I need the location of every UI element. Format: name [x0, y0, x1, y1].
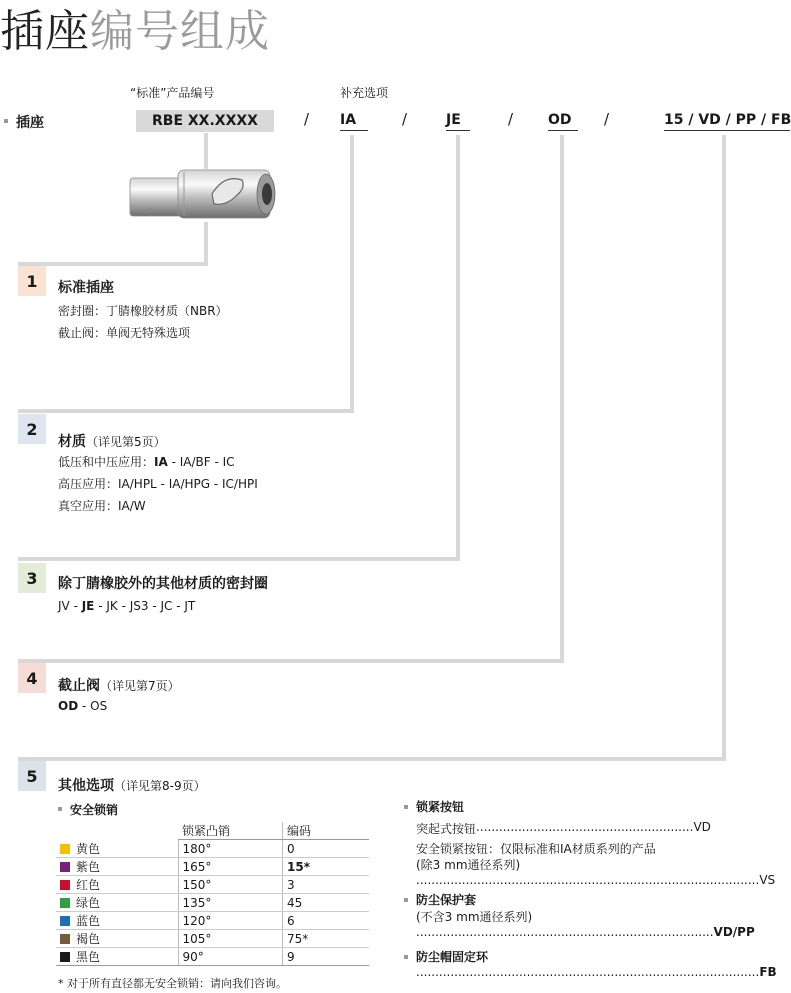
slash-1: /	[304, 110, 310, 128]
code-other: 15 / VD / PP / FB	[664, 112, 790, 131]
section-3-title: 除丁腈橡胶外的其他材质的密封圈	[58, 576, 268, 592]
standard-label: “标准”产品编号	[130, 86, 215, 100]
code-je: JE	[446, 112, 470, 131]
option-pp: .............................................................................. VD/PP	[416, 925, 755, 939]
section-3-number: 3	[18, 563, 46, 593]
connector-4h	[18, 659, 564, 663]
section-1-number: 1	[18, 266, 46, 296]
section-5-title: 其他选项（详见第8-9页）	[58, 778, 206, 794]
section-1-line-2: 截止阀：单阀无特殊选项	[58, 326, 191, 340]
table-row: 绿色 135° 45	[56, 894, 369, 912]
section-4-line-1: OD - OS	[58, 699, 108, 713]
slash-4: /	[604, 110, 610, 128]
option-vs-text2: (除3 mm通径系列)	[416, 858, 521, 872]
section-2-line-1: 低压和中压应用：IA - IA/BF - IC	[58, 455, 235, 469]
title-part1: 插座	[0, 6, 90, 57]
connector-1b	[204, 222, 208, 266]
table-row: 紫色 165° 15*	[56, 858, 369, 876]
title-part2: 编号组成	[90, 6, 270, 57]
connector-3	[456, 135, 460, 561]
connector-4	[560, 135, 564, 663]
section-1-title: 标准插座	[58, 280, 114, 296]
section-2-line-2: 高压应用：IA/HPL - IA/HPG - IC/HPI	[58, 477, 258, 491]
connector-1h	[18, 262, 208, 266]
lock-bullet	[58, 807, 62, 811]
row-bullet	[4, 119, 8, 123]
table-row: 红色 150° 3	[56, 876, 369, 894]
option-vs: .......................................................................................... VS	[416, 873, 776, 887]
option-bullet-3	[404, 955, 408, 959]
extra-options-label: 补充选项	[340, 86, 389, 100]
section-4-title: 截止阀（详见第7页）	[58, 678, 180, 694]
section-2-number: 2	[18, 414, 46, 444]
section-3-line-1: JV - JE - JK - JS3 - JC - JT	[58, 599, 196, 613]
option-bullet-2	[404, 898, 408, 902]
option-vs-text: 安全锁紧按钮：仅限标准和IA材质系列的产品	[416, 842, 656, 856]
lock-footnote: * 对于所有直径都无安全锁销：请向我们咨询。	[58, 977, 287, 990]
lock-col1-header: 锁紧凸销	[178, 822, 283, 840]
socket-image	[128, 166, 276, 228]
option-heading-lock-button: 锁紧按钮	[416, 800, 465, 814]
connector-5h	[18, 757, 726, 761]
lock-heading: 安全锁销	[70, 803, 119, 817]
option-heading-dust-cover: 防尘保护套	[416, 893, 477, 907]
connector-2	[350, 135, 354, 413]
option-vd: 突起式按钮 ......................................................... VD	[416, 820, 711, 836]
connector-3h	[18, 557, 460, 561]
code-ia: IA	[340, 112, 368, 131]
lock-table	[56, 822, 369, 966]
option-bullet-1	[404, 805, 408, 809]
section-5-number: 5	[18, 761, 46, 791]
slash-2: /	[402, 110, 408, 128]
option-heading-dust-cap-ring: 防尘帽固定环	[416, 950, 489, 964]
option-fb: .......................................................................................... FB	[416, 965, 777, 979]
table-row: 黄色 180° 0	[56, 840, 369, 858]
section-1-line-1: 密封圈：丁腈橡胶材质（NBR）	[58, 304, 228, 318]
page-title	[0, 4, 270, 60]
table-row: 褐色 105° 75*	[56, 930, 369, 948]
base-code: RBE XX.XXXX	[136, 110, 274, 132]
section-2-title: 材质（详见第5页）	[58, 434, 166, 450]
option-pp-text: (不含3 mm通径系列)	[416, 910, 533, 924]
lock-col2-header: 编码	[283, 822, 370, 840]
code-od: OD	[548, 112, 578, 131]
table-row: 蓝色 120° 6	[56, 912, 369, 930]
connector-5	[722, 135, 726, 761]
slash-3: /	[508, 110, 514, 128]
connector-1a	[204, 133, 208, 169]
table-row: 黑色 90° 9	[56, 948, 369, 966]
section-2-line-3: 真空应用：IA/W	[58, 499, 146, 513]
section-4-number: 4	[18, 663, 46, 693]
row-label: 插座	[16, 115, 44, 131]
connector-2h	[18, 409, 354, 413]
